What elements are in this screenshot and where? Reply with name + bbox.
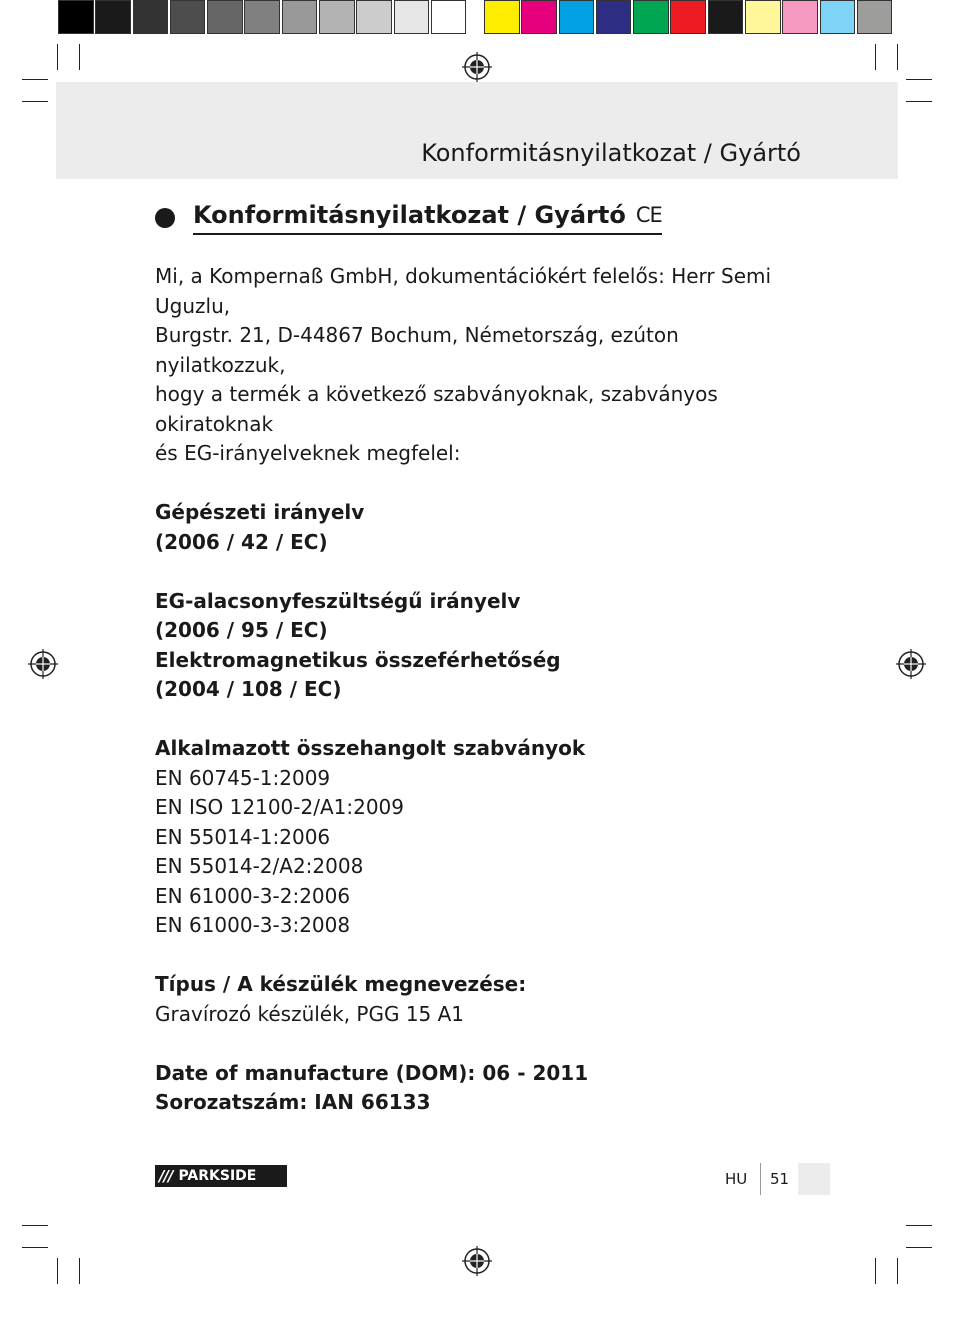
date-of-manufacture: Date of manufacture (DOM): 06 - 2011 xyxy=(155,1060,589,1085)
machinery-directive: Gépészeti irányelv xyxy=(155,500,365,524)
crop-mark xyxy=(22,79,48,80)
color-bar-process xyxy=(484,0,894,38)
color-swatch xyxy=(633,0,669,34)
bullet-icon xyxy=(155,208,175,228)
standard-item: EN 60745-1:2009 xyxy=(155,765,331,790)
machinery-directive-number: (2006 / 42 / EC) xyxy=(155,529,328,554)
color-swatch xyxy=(857,0,893,34)
color-swatch xyxy=(484,0,520,34)
crop-mark xyxy=(897,1258,898,1284)
standard-item: EN 55014-2/A2:2008 xyxy=(155,854,364,878)
crop-mark xyxy=(22,101,48,102)
intro-line: hogy a termék a következő szabványoknak, szabványos okiratoknak xyxy=(155,382,718,436)
brand-slashes: /// xyxy=(159,1167,173,1185)
crop-mark xyxy=(22,1225,48,1226)
color-swatch xyxy=(782,0,818,34)
color-swatch xyxy=(745,0,781,34)
standards-heading: Alkalmazott összehangolt szabványok xyxy=(155,736,586,760)
language-code: HU xyxy=(725,1170,748,1188)
page-number: 51 xyxy=(770,1170,790,1188)
crop-mark xyxy=(875,1258,876,1284)
crop-mark xyxy=(875,44,876,70)
crop-mark xyxy=(79,1258,80,1284)
running-header-title: Konformitásnyilatkozat / Gyártó xyxy=(421,139,801,167)
standard-item: EN ISO 12100-2/A1:2009 xyxy=(155,795,404,819)
crop-mark xyxy=(57,44,58,70)
parkside-logo xyxy=(155,1165,287,1187)
color-swatch xyxy=(596,0,632,34)
section-heading xyxy=(155,200,662,236)
low-voltage-directive-number: (2006 / 95 / EC) xyxy=(155,618,328,642)
section-title: Konformitásnyilatkozat / Gyártó xyxy=(193,201,626,229)
brand-name: PARKSIDE xyxy=(178,1168,257,1184)
standard-item: EN 55014-1:2006 xyxy=(155,824,331,849)
color-swatch xyxy=(431,0,467,34)
registration-mark-icon xyxy=(896,649,926,679)
section-title-wrap xyxy=(193,201,662,235)
color-swatch xyxy=(521,0,557,34)
crop-mark xyxy=(22,1247,48,1248)
color-swatch xyxy=(708,0,744,34)
color-swatch xyxy=(207,0,243,34)
emc-directive-number: (2004 / 108 / EC) xyxy=(155,677,342,701)
standard-item: EN 61000-3-3:2008 xyxy=(155,913,351,937)
registration-mark-icon xyxy=(462,52,492,82)
color-swatch xyxy=(95,0,131,34)
footer-divider xyxy=(760,1163,761,1195)
low-voltage-directive: EG-alacsonyfeszültségű irányelv xyxy=(155,588,521,613)
registration-mark-icon xyxy=(28,649,58,679)
intro-line: Burgstr. 21, D-44867 Bochum, Németország, ezúton nyilatkozzuk, xyxy=(155,323,679,377)
crop-mark xyxy=(57,1258,58,1284)
type-value: Gravírozó készülék, PGG 15 A1 xyxy=(155,1001,465,1026)
standard-item: EN 61000-3-2:2006 xyxy=(155,883,351,908)
color-swatch xyxy=(133,0,169,34)
crop-mark xyxy=(906,1225,932,1226)
intro-line: és EG-irányelveknek megfelel: xyxy=(155,441,461,465)
color-bar-grayscale xyxy=(58,0,468,38)
ce-mark-icon: CE xyxy=(635,203,662,227)
serial-number: Sorozatszám: IAN 66133 xyxy=(155,1090,431,1114)
color-swatch xyxy=(319,0,355,34)
color-swatch xyxy=(282,0,318,34)
color-swatch xyxy=(244,0,280,34)
color-swatch xyxy=(170,0,206,34)
declaration-body xyxy=(155,262,815,1118)
footer-tab-box xyxy=(798,1163,830,1195)
registration-mark-icon xyxy=(462,1246,492,1276)
type-heading: Típus / A készülék megnevezése: xyxy=(155,972,527,996)
crop-mark xyxy=(906,101,932,102)
crop-mark xyxy=(906,1247,932,1248)
color-swatch xyxy=(559,0,595,34)
emc-directive: Elektromagnetikus összeférhetőség xyxy=(155,647,561,672)
crop-mark xyxy=(897,44,898,70)
color-swatch xyxy=(356,0,392,34)
color-swatch xyxy=(820,0,856,34)
color-swatch xyxy=(670,0,706,34)
crop-mark xyxy=(79,44,80,70)
color-swatch xyxy=(394,0,430,34)
color-swatch xyxy=(58,0,94,34)
crop-mark xyxy=(906,79,932,80)
intro-line: Mi, a Kompernaß GmbH, dokumentációkért felelős: Herr Semi Uguzlu, xyxy=(155,264,772,318)
